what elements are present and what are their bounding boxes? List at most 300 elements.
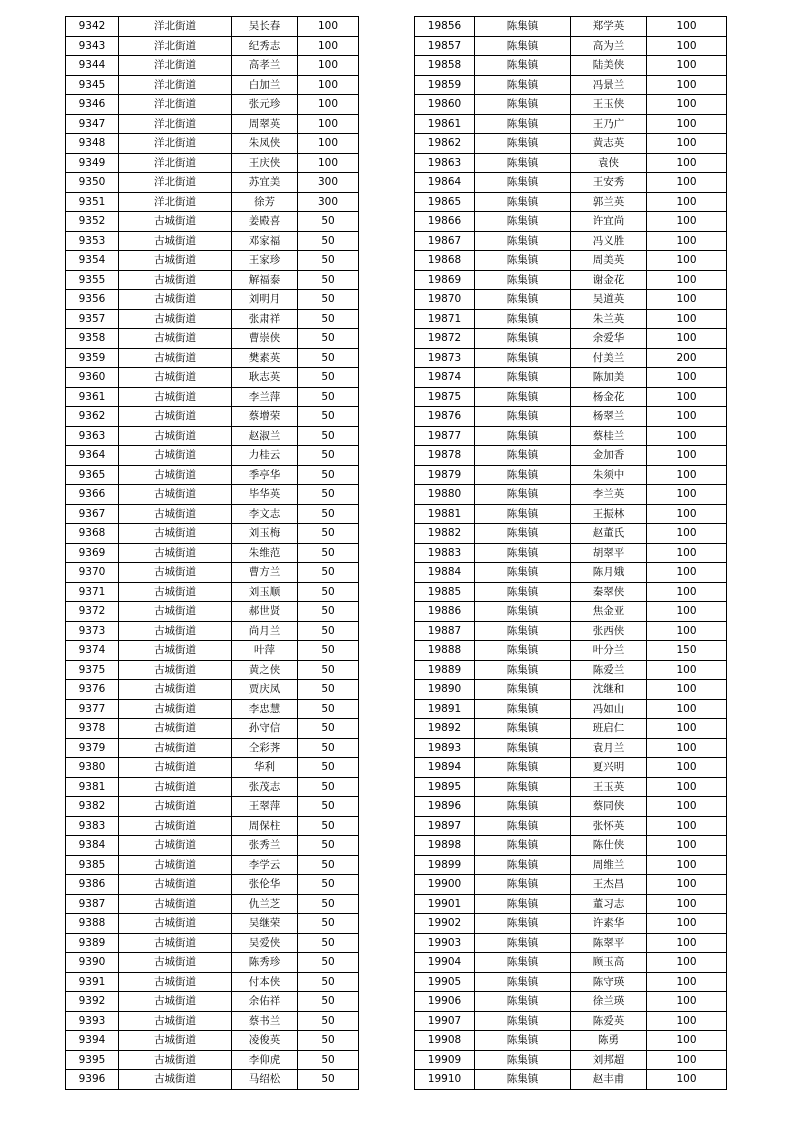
table-row (66, 387, 359, 407)
serial-cell: 19859 (415, 75, 475, 95)
district-cell: 陈集镇 (475, 485, 571, 505)
name-cell: 秦翠侠 (571, 582, 647, 602)
name-cell: 陈秀珍 (232, 953, 298, 973)
table-row (66, 563, 359, 583)
serial-cell: 19908 (415, 1031, 475, 1051)
name-cell: 王翠萍 (232, 797, 298, 817)
amount-cell: 100 (647, 563, 727, 583)
district-cell: 陈集镇 (475, 368, 571, 388)
table-row (66, 504, 359, 524)
amount-cell: 100 (647, 719, 727, 739)
name-cell: 吴爱侠 (232, 933, 298, 953)
serial-cell: 9348 (66, 134, 119, 154)
amount-cell: 100 (647, 953, 727, 973)
amount-cell: 50 (298, 329, 359, 349)
district-cell: 古城街道 (119, 875, 232, 895)
table-row (415, 992, 727, 1012)
name-cell: 许素华 (571, 914, 647, 934)
serial-cell: 19870 (415, 290, 475, 310)
table-row (415, 641, 727, 661)
serial-cell: 9347 (66, 114, 119, 134)
amount-cell: 100 (647, 777, 727, 797)
table-row (415, 270, 727, 290)
serial-cell: 19866 (415, 212, 475, 232)
amount-cell: 50 (298, 309, 359, 329)
district-cell: 古城街道 (119, 1011, 232, 1031)
amount-cell: 50 (298, 504, 359, 524)
table-row (66, 894, 359, 914)
amount-cell: 150 (647, 641, 727, 661)
serial-cell: 9386 (66, 875, 119, 895)
district-cell: 洋北街道 (119, 56, 232, 76)
serial-cell: 9380 (66, 758, 119, 778)
district-cell: 古城街道 (119, 953, 232, 973)
serial-cell: 9357 (66, 309, 119, 329)
amount-cell: 50 (298, 914, 359, 934)
table-row (66, 309, 359, 329)
name-cell: 余爱华 (571, 329, 647, 349)
name-cell: 金加香 (571, 446, 647, 466)
table-row (66, 738, 359, 758)
district-cell: 洋北街道 (119, 95, 232, 115)
district-cell: 陈集镇 (475, 719, 571, 739)
district-cell: 陈集镇 (475, 36, 571, 56)
name-cell: 白加兰 (232, 75, 298, 95)
amount-cell: 50 (298, 543, 359, 563)
amount-cell: 50 (298, 251, 359, 271)
district-cell: 古城街道 (119, 972, 232, 992)
district-cell: 洋北街道 (119, 134, 232, 154)
left-table-body (66, 17, 359, 1090)
district-cell: 古城街道 (119, 290, 232, 310)
serial-cell: 9371 (66, 582, 119, 602)
serial-cell: 19886 (415, 602, 475, 622)
serial-cell: 9344 (66, 56, 119, 76)
table-row (66, 1070, 359, 1090)
serial-cell: 9365 (66, 465, 119, 485)
table-row (415, 933, 727, 953)
name-cell: 尚月兰 (232, 621, 298, 641)
name-cell: 周维兰 (571, 855, 647, 875)
name-cell: 许宜尚 (571, 212, 647, 232)
table-row (66, 543, 359, 563)
amount-cell: 100 (647, 992, 727, 1012)
table-row (415, 192, 727, 212)
name-cell: 徐兰瑛 (571, 992, 647, 1012)
table-row (66, 875, 359, 895)
district-cell: 古城街道 (119, 465, 232, 485)
district-cell: 陈集镇 (475, 797, 571, 817)
name-cell: 朱凤侠 (232, 134, 298, 154)
name-cell: 李兰萍 (232, 387, 298, 407)
serial-cell: 9378 (66, 719, 119, 739)
district-cell: 古城街道 (119, 368, 232, 388)
table-row (66, 660, 359, 680)
table-row (415, 680, 727, 700)
table-row (66, 719, 359, 739)
district-cell: 陈集镇 (475, 251, 571, 271)
serial-cell: 19902 (415, 914, 475, 934)
serial-cell: 9388 (66, 914, 119, 934)
serial-cell: 9392 (66, 992, 119, 1012)
table-row (66, 251, 359, 271)
district-cell: 陈集镇 (475, 348, 571, 368)
name-cell: 陈仕侠 (571, 836, 647, 856)
amount-cell: 100 (647, 758, 727, 778)
table-row (415, 75, 727, 95)
name-cell: 陈勇 (571, 1031, 647, 1051)
serial-cell: 19901 (415, 894, 475, 914)
amount-cell: 100 (647, 309, 727, 329)
table-row (415, 309, 727, 329)
district-cell: 陈集镇 (475, 641, 571, 661)
serial-cell: 19885 (415, 582, 475, 602)
table-row (415, 875, 727, 895)
district-cell: 陈集镇 (475, 563, 571, 583)
name-cell: 仇兰芝 (232, 894, 298, 914)
serial-cell: 19890 (415, 680, 475, 700)
district-cell: 古城街道 (119, 329, 232, 349)
name-cell: 胡翠平 (571, 543, 647, 563)
name-cell: 李学云 (232, 855, 298, 875)
serial-cell: 9382 (66, 797, 119, 817)
amount-cell: 50 (298, 485, 359, 505)
name-cell: 张西侠 (571, 621, 647, 641)
amount-cell: 50 (298, 407, 359, 427)
district-cell: 陈集镇 (475, 17, 571, 37)
serial-cell: 9363 (66, 426, 119, 446)
district-cell: 陈集镇 (475, 894, 571, 914)
serial-cell: 9390 (66, 953, 119, 973)
district-cell: 陈集镇 (475, 543, 571, 563)
serial-cell: 9358 (66, 329, 119, 349)
table-row (66, 933, 359, 953)
serial-cell: 19863 (415, 153, 475, 173)
table-row (415, 602, 727, 622)
serial-cell: 19878 (415, 446, 475, 466)
amount-cell: 100 (647, 914, 727, 934)
name-cell: 王玉英 (571, 777, 647, 797)
serial-cell: 9345 (66, 75, 119, 95)
table-row (415, 56, 727, 76)
serial-cell: 9343 (66, 36, 119, 56)
district-cell: 陈集镇 (475, 699, 571, 719)
name-cell: 杨翠兰 (571, 407, 647, 427)
name-cell: 高孝兰 (232, 56, 298, 76)
district-cell: 陈集镇 (475, 173, 571, 193)
table-row (415, 17, 727, 37)
district-cell: 古城街道 (119, 212, 232, 232)
name-cell: 冯义胜 (571, 231, 647, 251)
amount-cell: 50 (298, 426, 359, 446)
name-cell: 徐芳 (232, 192, 298, 212)
serial-cell: 19874 (415, 368, 475, 388)
amount-cell: 100 (298, 17, 359, 37)
name-cell: 张怀英 (571, 816, 647, 836)
serial-cell: 9356 (66, 290, 119, 310)
serial-cell: 19857 (415, 36, 475, 56)
serial-cell: 9351 (66, 192, 119, 212)
amount-cell: 300 (298, 173, 359, 193)
table-row (415, 1011, 727, 1031)
table-row (415, 387, 727, 407)
name-cell: 余佑祥 (232, 992, 298, 1012)
table-row (66, 836, 359, 856)
district-cell: 古城街道 (119, 914, 232, 934)
amount-cell: 100 (647, 933, 727, 953)
table-row (66, 134, 359, 154)
serial-cell: 9379 (66, 738, 119, 758)
table-row (415, 621, 727, 641)
table-row (415, 251, 727, 271)
table-row (415, 368, 727, 388)
amount-cell: 100 (647, 485, 727, 505)
serial-cell: 19895 (415, 777, 475, 797)
table-row (415, 836, 727, 856)
serial-cell: 9387 (66, 894, 119, 914)
serial-cell: 19872 (415, 329, 475, 349)
right-table-body (415, 17, 727, 1090)
name-cell: 刘邦超 (571, 1050, 647, 1070)
amount-cell: 50 (298, 465, 359, 485)
amount-cell: 50 (298, 641, 359, 661)
amount-cell: 50 (298, 1070, 359, 1090)
amount-cell: 50 (298, 855, 359, 875)
name-cell: 朱维范 (232, 543, 298, 563)
serial-cell: 9373 (66, 621, 119, 641)
serial-cell: 9367 (66, 504, 119, 524)
table-row (415, 797, 727, 817)
table-row (66, 1031, 359, 1051)
name-cell: 黄志英 (571, 134, 647, 154)
table-row (415, 134, 727, 154)
amount-cell: 100 (647, 504, 727, 524)
amount-cell: 100 (647, 699, 727, 719)
serial-cell: 19858 (415, 56, 475, 76)
name-cell: 邓家福 (232, 231, 298, 251)
name-cell: 仝彩荠 (232, 738, 298, 758)
name-cell: 曹方兰 (232, 563, 298, 583)
table-row (66, 446, 359, 466)
district-cell: 陈集镇 (475, 134, 571, 154)
name-cell: 陈翠平 (571, 933, 647, 953)
district-cell: 古城街道 (119, 602, 232, 622)
table-row (66, 426, 359, 446)
name-cell: 陈爱兰 (571, 660, 647, 680)
table-row (415, 173, 727, 193)
serial-cell: 9346 (66, 95, 119, 115)
district-cell: 陈集镇 (475, 407, 571, 427)
serial-cell: 9354 (66, 251, 119, 271)
serial-cell: 9352 (66, 212, 119, 232)
table-row (66, 192, 359, 212)
district-cell: 古城街道 (119, 407, 232, 427)
district-cell: 陈集镇 (475, 465, 571, 485)
name-cell: 董习志 (571, 894, 647, 914)
name-cell: 耿志英 (232, 368, 298, 388)
amount-cell: 100 (647, 134, 727, 154)
amount-cell: 100 (647, 173, 727, 193)
amount-cell: 100 (647, 738, 727, 758)
amount-cell: 50 (298, 836, 359, 856)
serial-cell: 9381 (66, 777, 119, 797)
table-row (66, 816, 359, 836)
amount-cell: 100 (647, 426, 727, 446)
amount-cell: 100 (647, 465, 727, 485)
amount-cell: 50 (298, 699, 359, 719)
serial-cell: 19903 (415, 933, 475, 953)
name-cell: 赵董氏 (571, 524, 647, 544)
name-cell: 刘玉梅 (232, 524, 298, 544)
district-cell: 陈集镇 (475, 816, 571, 836)
table-row (66, 582, 359, 602)
table-row (66, 95, 359, 115)
district-cell: 古城街道 (119, 543, 232, 563)
amount-cell: 100 (298, 95, 359, 115)
serial-cell: 9362 (66, 407, 119, 427)
name-cell: 黄之侠 (232, 660, 298, 680)
table-row (415, 582, 727, 602)
district-cell: 古城街道 (119, 797, 232, 817)
district-cell: 洋北街道 (119, 36, 232, 56)
name-cell: 朱须中 (571, 465, 647, 485)
district-cell: 古城街道 (119, 719, 232, 739)
district-cell: 古城街道 (119, 1070, 232, 1090)
district-cell: 古城街道 (119, 699, 232, 719)
serial-cell: 9389 (66, 933, 119, 953)
amount-cell: 100 (647, 446, 727, 466)
name-cell: 孙守信 (232, 719, 298, 739)
name-cell: 班启仁 (571, 719, 647, 739)
table-row (66, 641, 359, 661)
name-cell: 曹崇侠 (232, 329, 298, 349)
name-cell: 蔡同侠 (571, 797, 647, 817)
name-cell: 陈月娥 (571, 563, 647, 583)
district-cell: 陈集镇 (475, 836, 571, 856)
amount-cell: 50 (298, 602, 359, 622)
serial-cell: 9359 (66, 348, 119, 368)
district-cell: 古城街道 (119, 446, 232, 466)
name-cell: 郭兰英 (571, 192, 647, 212)
district-cell: 古城街道 (119, 485, 232, 505)
amount-cell: 50 (298, 894, 359, 914)
district-cell: 古城街道 (119, 387, 232, 407)
table-row (415, 485, 727, 505)
district-cell: 陈集镇 (475, 329, 571, 349)
amount-cell: 300 (298, 192, 359, 212)
serial-cell: 9385 (66, 855, 119, 875)
serial-cell: 19865 (415, 192, 475, 212)
amount-cell: 100 (647, 543, 727, 563)
name-cell: 李仰虎 (232, 1050, 298, 1070)
amount-cell: 50 (298, 563, 359, 583)
serial-cell: 9396 (66, 1070, 119, 1090)
name-cell: 王乃广 (571, 114, 647, 134)
name-cell: 张伦华 (232, 875, 298, 895)
table-row (415, 504, 727, 524)
name-cell: 陈守瑛 (571, 972, 647, 992)
serial-cell: 19862 (415, 134, 475, 154)
amount-cell: 100 (647, 972, 727, 992)
name-cell: 袁侠 (571, 153, 647, 173)
amount-cell: 100 (647, 894, 727, 914)
name-cell: 周美英 (571, 251, 647, 271)
district-cell: 陈集镇 (475, 914, 571, 934)
name-cell: 叶萍 (232, 641, 298, 661)
serial-cell: 19876 (415, 407, 475, 427)
serial-cell: 9370 (66, 563, 119, 583)
amount-cell: 50 (298, 1050, 359, 1070)
name-cell: 朱兰英 (571, 309, 647, 329)
name-cell: 李兰英 (571, 485, 647, 505)
district-cell: 洋北街道 (119, 17, 232, 37)
name-cell: 华利 (232, 758, 298, 778)
serial-cell: 19869 (415, 270, 475, 290)
district-cell: 洋北街道 (119, 75, 232, 95)
amount-cell: 100 (647, 290, 727, 310)
table-row (66, 680, 359, 700)
serial-cell: 9353 (66, 231, 119, 251)
district-cell: 陈集镇 (475, 290, 571, 310)
name-cell: 刘玉顺 (232, 582, 298, 602)
district-cell: 陈集镇 (475, 875, 571, 895)
amount-cell: 50 (298, 290, 359, 310)
amount-cell: 100 (647, 816, 727, 836)
amount-cell: 100 (298, 134, 359, 154)
amount-cell: 50 (298, 933, 359, 953)
table-row (415, 290, 727, 310)
table-row (66, 972, 359, 992)
serial-cell: 19904 (415, 953, 475, 973)
amount-cell: 50 (298, 368, 359, 388)
district-cell: 古城街道 (119, 758, 232, 778)
table-row (66, 465, 359, 485)
serial-cell: 19899 (415, 855, 475, 875)
serial-cell: 19879 (415, 465, 475, 485)
name-cell: 吴长春 (232, 17, 298, 37)
district-cell: 陈集镇 (475, 114, 571, 134)
amount-cell: 50 (298, 797, 359, 817)
amount-cell: 100 (647, 797, 727, 817)
table-row (415, 972, 727, 992)
name-cell: 陆美侠 (571, 56, 647, 76)
amount-cell: 50 (298, 1011, 359, 1031)
district-cell: 陈集镇 (475, 309, 571, 329)
table-row (66, 114, 359, 134)
district-cell: 陈集镇 (475, 1011, 571, 1031)
district-cell: 陈集镇 (475, 680, 571, 700)
table-row (66, 758, 359, 778)
district-cell: 古城街道 (119, 992, 232, 1012)
serial-cell: 19867 (415, 231, 475, 251)
amount-cell: 100 (298, 114, 359, 134)
table-row (66, 953, 359, 973)
serial-cell: 9350 (66, 173, 119, 193)
amount-cell: 100 (647, 17, 727, 37)
name-cell: 王振林 (571, 504, 647, 524)
amount-cell: 50 (298, 953, 359, 973)
district-cell: 洋北街道 (119, 192, 232, 212)
table-row (415, 446, 727, 466)
district-cell: 古城街道 (119, 1031, 232, 1051)
district-cell: 陈集镇 (475, 426, 571, 446)
amount-cell: 50 (298, 1031, 359, 1051)
serial-cell: 9374 (66, 641, 119, 661)
table-row (66, 231, 359, 251)
table-row (66, 621, 359, 641)
table-row (66, 36, 359, 56)
serial-cell: 19873 (415, 348, 475, 368)
